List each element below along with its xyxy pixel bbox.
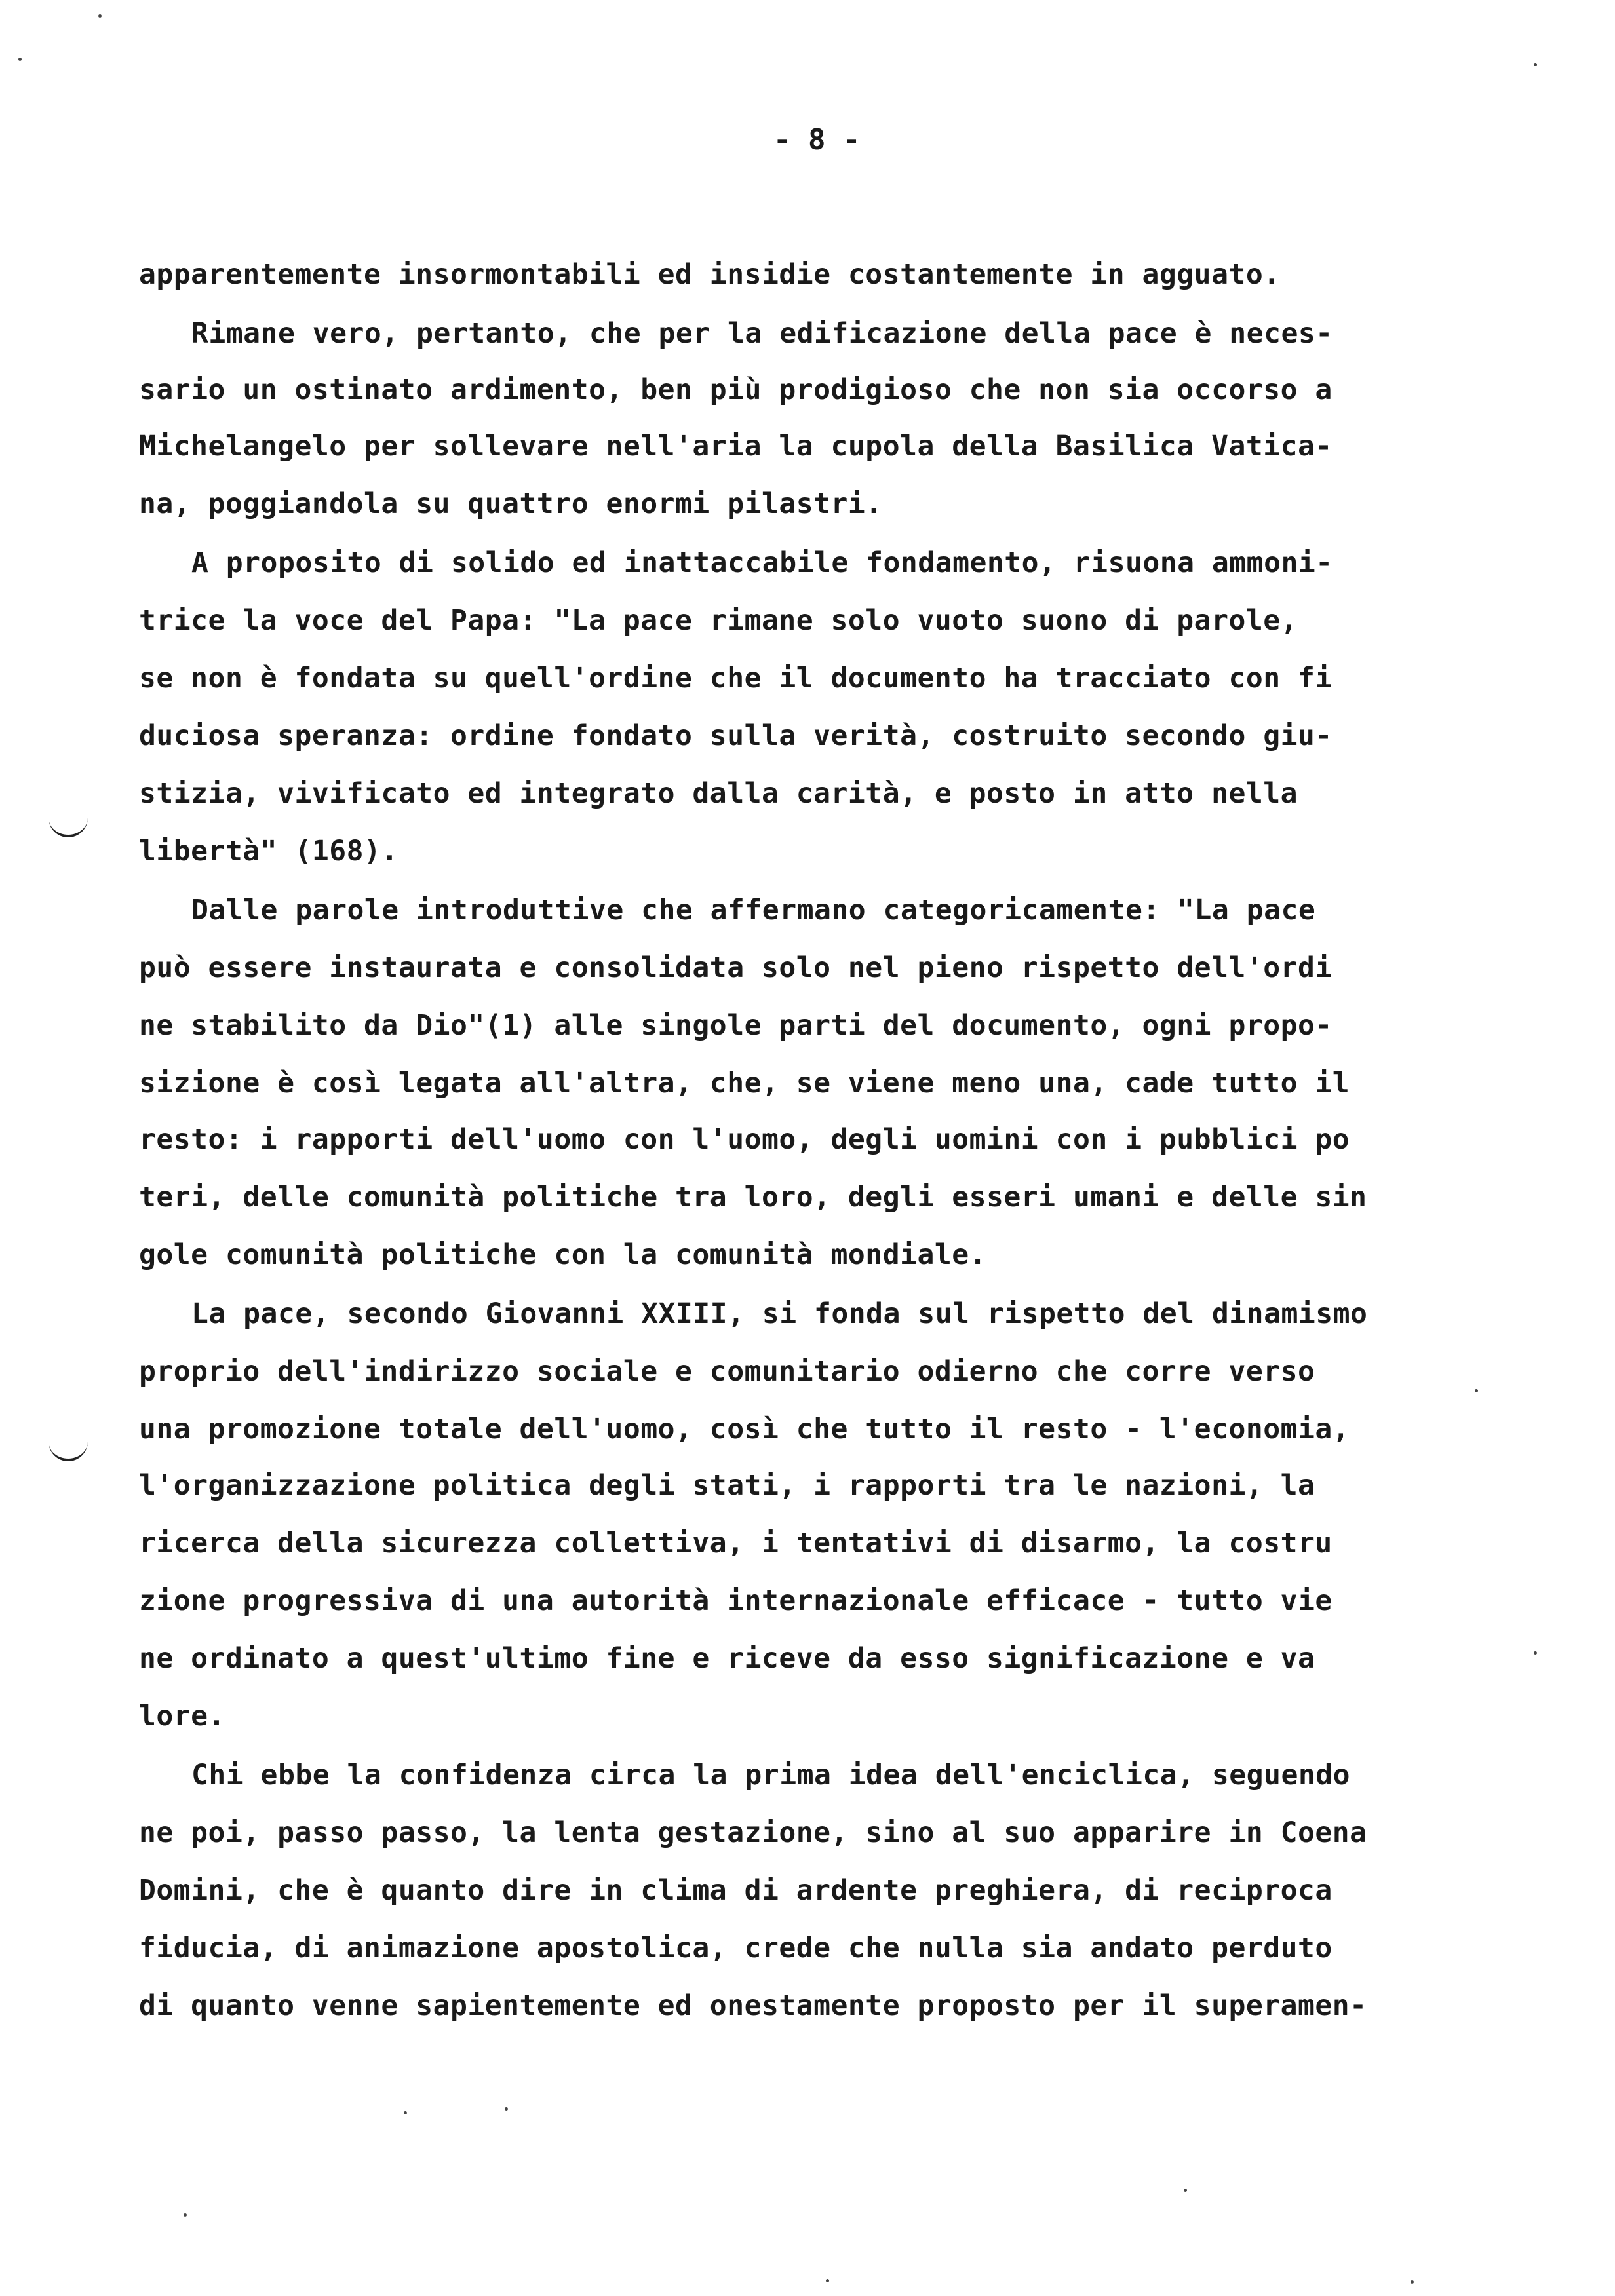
scan-speck [184,2213,187,2217]
text-line-18: gole comunità politiche con la comunità mondiale. [139,1238,987,1271]
text-line-11: libertà" (168). [139,835,399,868]
text-line-2: Rimane vero, pertanto, che per la edificazione della pace è neces- [191,317,1333,350]
text-line-13: può essere instaurata e consolidata solo nel pieno rispetto dell'ordi [139,951,1333,984]
text-line-8: se non è fondata su quell'ordine che il documento ha tracciato con fi [139,662,1333,695]
text-line-22: l'organizzazione politica degli stati, i rapporti tra le nazioni, la [139,1469,1315,1502]
text-line-15: sizione è così legata all'altra, che, se viene meno una, cade tutto il [139,1067,1350,1100]
page-number: - 8 - [773,123,861,157]
text-line-7: trice la voce del Papa: "La pace rimane solo vuoto suono di parole, [139,604,1298,637]
text-line-1: apparentemente insormontabili ed insidie costantemente in agguato. [139,258,1281,291]
scan-speck [404,2111,407,2114]
text-line-29: Domini, che è quanto dire in clima di ardente preghiera, di reciproca [139,1874,1333,1907]
margin-mark [49,1442,88,1461]
scan-speck [1475,1389,1478,1392]
text-line-3: sario un ostinato ardimento, ben più prodigioso che non sia occorso a [139,373,1333,406]
text-line-4: Michelangelo per sollevare nell'aria la cupola della Basilica Vatica- [139,430,1333,463]
text-line-24: zione progressiva di una autorità internazionale efficace - tutto vie [139,1584,1333,1617]
text-line-21: una promozione totale dell'uomo, così che tutto il resto - l'economia, [139,1413,1350,1445]
scan-speck [1534,63,1537,66]
text-line-12: Dalle parole introduttive che affermano categoricamente: "La pace [191,894,1316,927]
text-line-14: ne stabilito da Dio"(1) alle singole parti del documento, ogni propo- [139,1009,1333,1042]
scan-speck [505,2107,508,2111]
scan-speck [826,2279,829,2282]
scan-speck [1534,1651,1537,1655]
scan-speck [98,14,102,18]
text-line-19: La pace, secondo Giovanni XXIII, si fonda sul rispetto del dinamismo [191,1297,1368,1330]
text-line-5: na, poggiandola su quattro enormi pilastri. [139,488,883,520]
scan-speck [1184,2189,1187,2192]
text-line-6: A proposito di solido ed inattaccabile fondamento, risuona ammoni- [191,546,1333,579]
scan-speck [18,58,22,61]
text-line-25: ne ordinato a quest'ultimo fine e riceve da esso significazione e va [139,1642,1315,1675]
text-line-30: fiducia, di animazione apostolica, crede che nulla sia andato perduto [139,1932,1333,1964]
text-line-26: lore. [139,1700,225,1732]
text-line-28: ne poi, passo passo, la lenta gestazione, sino al suo apparire in Coena [139,1816,1367,1849]
text-line-31: di quanto venne sapientemente ed onestamente proposto per il superamen- [139,1989,1367,2022]
text-line-27: Chi ebbe la confidenza circa la prima idea dell'enciclica, seguendo [191,1759,1351,1791]
text-line-16: resto: i rapporti dell'uomo con l'uomo, degli uomini con i pubblici po [139,1123,1350,1156]
text-line-17: teri, delle comunità politiche tra loro, degli esseri umani e delle sin [139,1181,1367,1214]
text-line-10: stizia, vivificato ed integrato dalla carità, e posto in atto nella [139,777,1298,810]
text-line-20: proprio dell'indirizzo sociale e comunitario odierno che corre verso [139,1355,1315,1388]
margin-mark [49,818,88,837]
text-line-23: ricerca della sicurezza collettiva, i tentativi di disarmo, la costru [139,1527,1333,1559]
text-line-9: duciosa speranza: ordine fondato sulla verità, costruito secondo giu- [139,719,1333,752]
scan-speck [1411,2280,1414,2284]
